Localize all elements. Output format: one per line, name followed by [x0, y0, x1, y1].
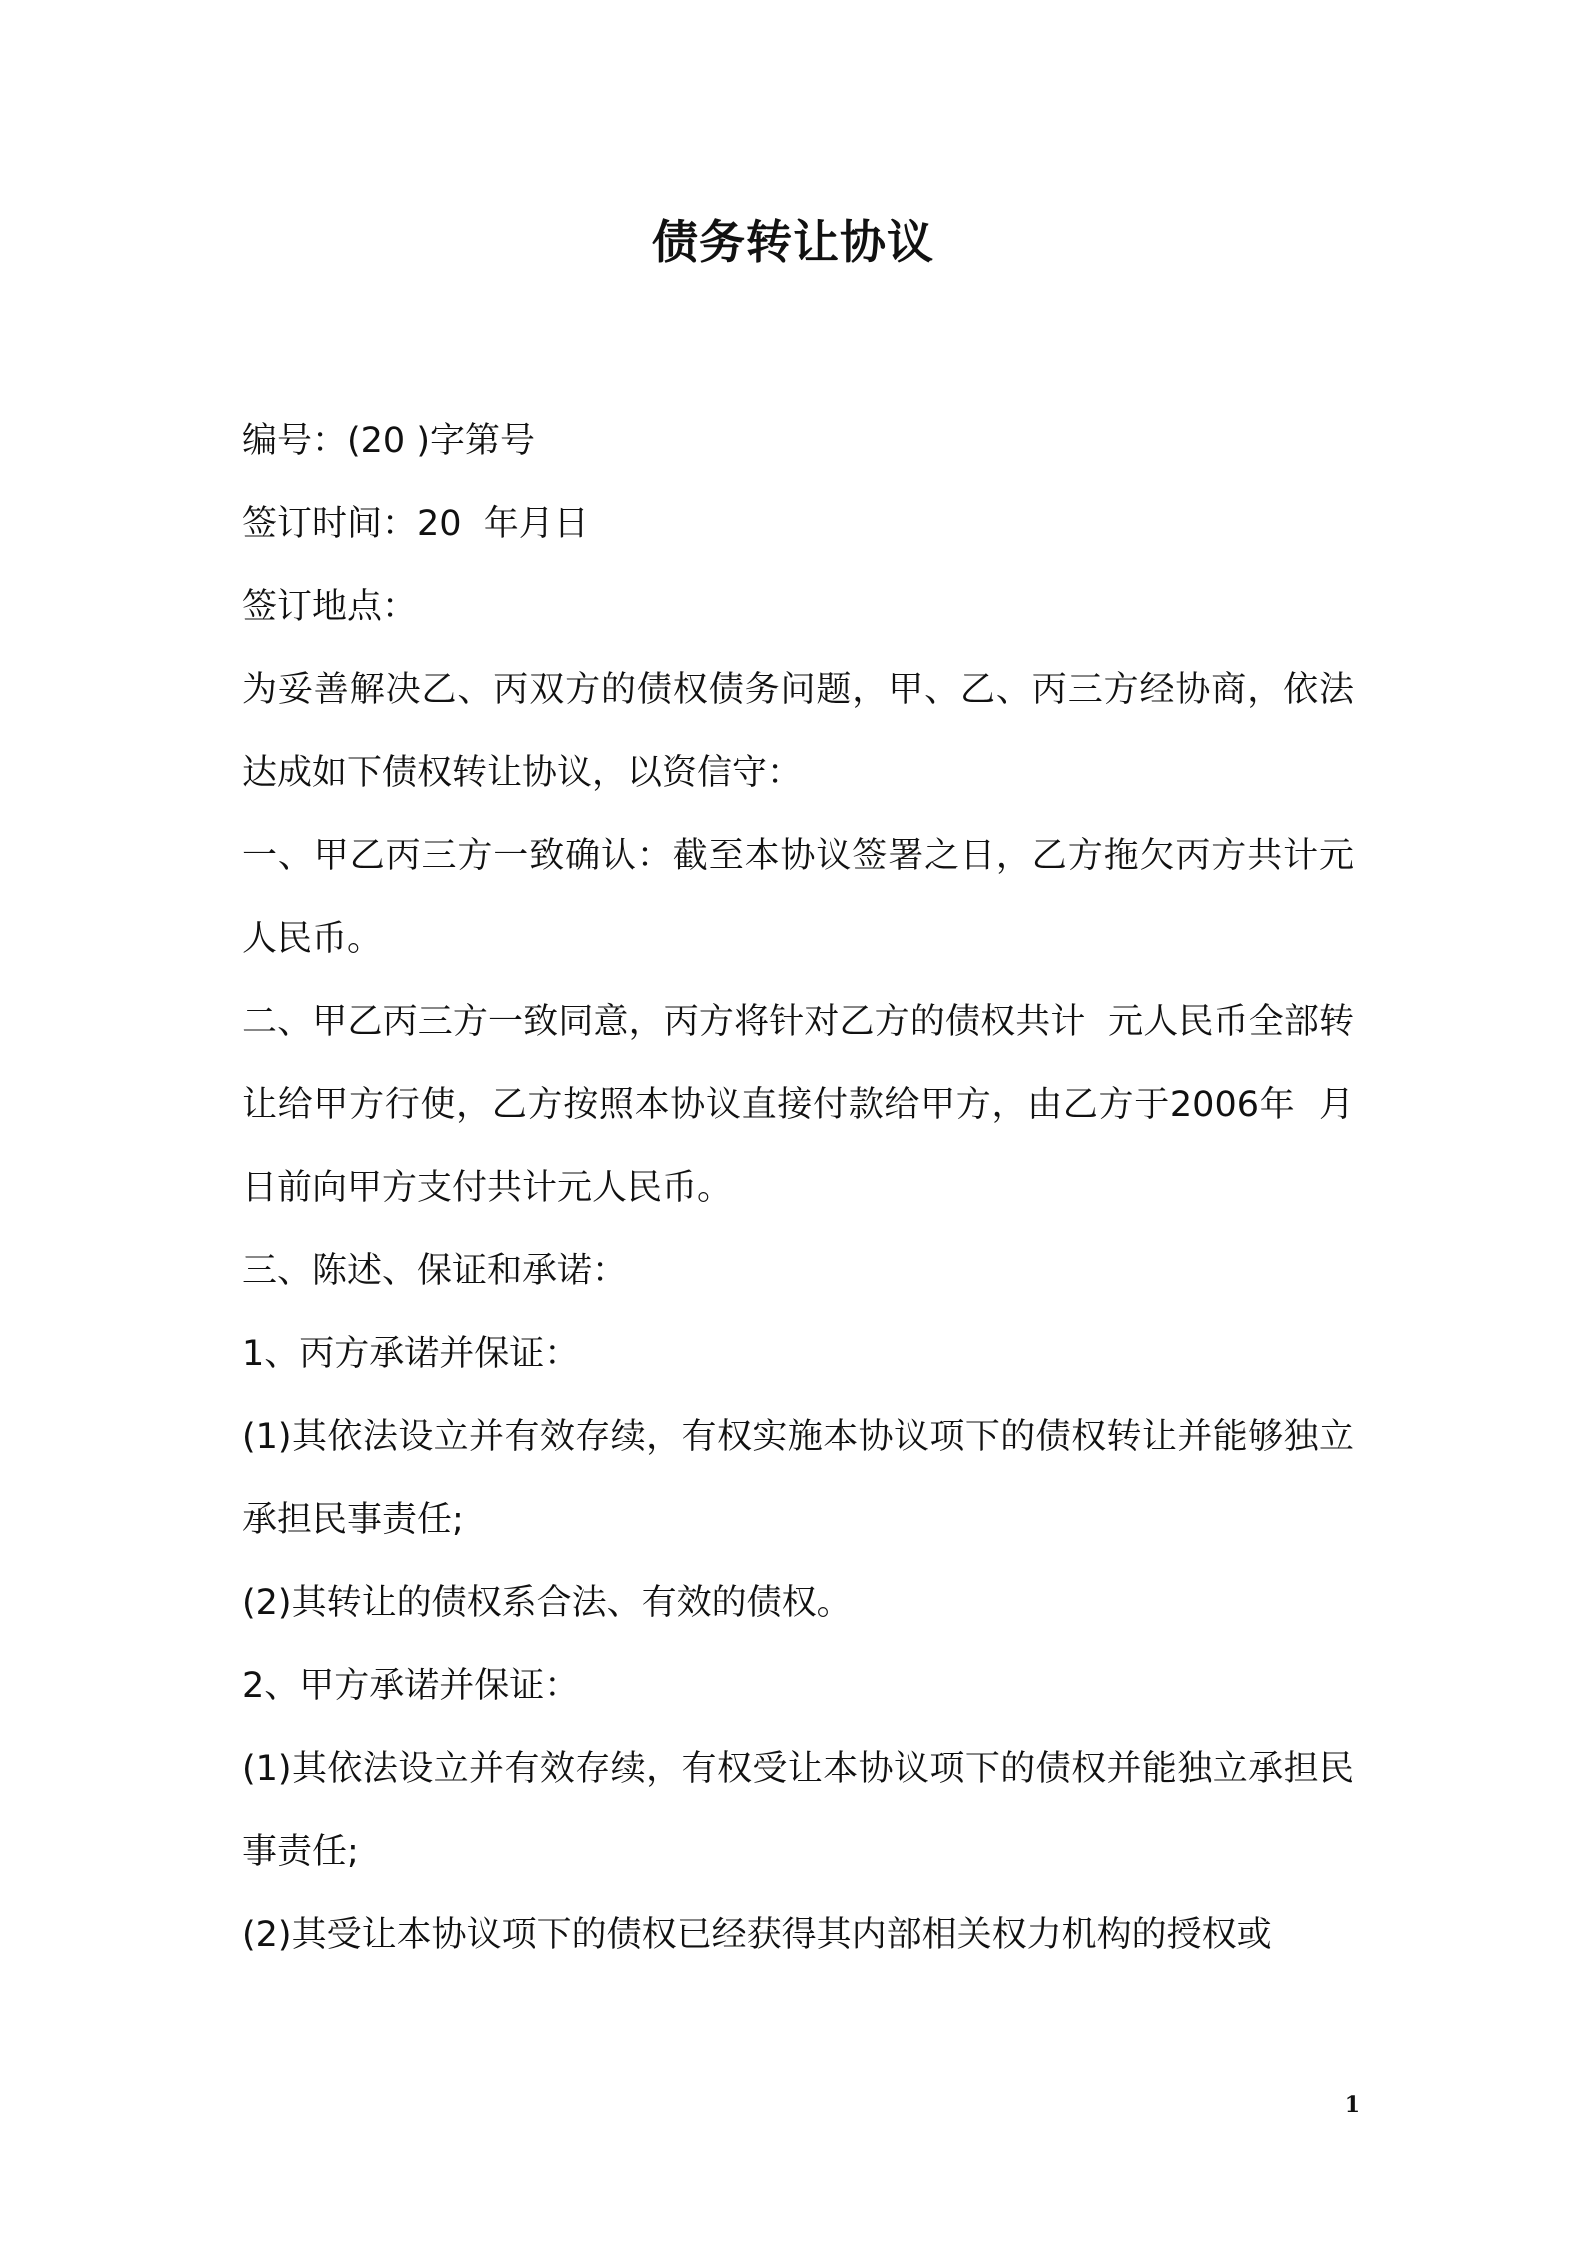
paragraph-clause-1: 一、甲乙丙三方一致确认：截至本协议签署之日，乙方拖欠丙方共计元人民币。: [242, 836, 1354, 959]
paragraph-party-c-item-1: (1)其依法设立并有效存续，有权实施本协议项下的债权转让并能够独立承担民事责任;: [242, 1417, 1354, 1540]
document-body: [242, 400, 1354, 1977]
paragraph-clause-2: 二、甲乙丙三方一致同意，丙方将针对乙方的债权共计 元人民币全部转让给甲方行使，乙方按照本协议直接付款给甲方，由乙方于2006年 月日前向甲方支付共计元人民币。: [242, 1002, 1354, 1208]
document-title: 债务转让协议: [652, 215, 934, 269]
paragraph-party-c-item-2: (2)其转让的债权系合法、有效的债权。: [242, 1583, 852, 1623]
paragraph-signing-place: 签订地点：: [242, 587, 418, 627]
paragraph-party-c-heading: 1、丙方承诺并保证：: [242, 1334, 580, 1374]
paragraph-preamble: 为妥善解决乙、丙双方的债权债务问题，甲、乙、丙三方经协商，依法达成如下债权转让协议，以资信守：: [242, 670, 1354, 793]
paragraph-party-a-item-2: (2)其受让本协议项下的债权已经获得其内部相关权力机构的授权或: [242, 1915, 1272, 1955]
paragraph-clause-3-heading: 三、陈述、保证和承诺：: [242, 1251, 628, 1291]
paragraph-serial-number: 编号：(20 )字第号: [242, 421, 535, 461]
paragraph-party-a-item-1: (1)其依法设立并有效存续，有权受让本协议项下的债权并能独立承担民事责任;: [242, 1749, 1354, 1872]
paragraph-party-a-heading: 2、甲方承诺并保证：: [242, 1666, 580, 1706]
paragraph-signing-date: 签订时间：20 年月日: [242, 504, 589, 544]
page-number: 1: [1344, 2092, 1360, 2118]
